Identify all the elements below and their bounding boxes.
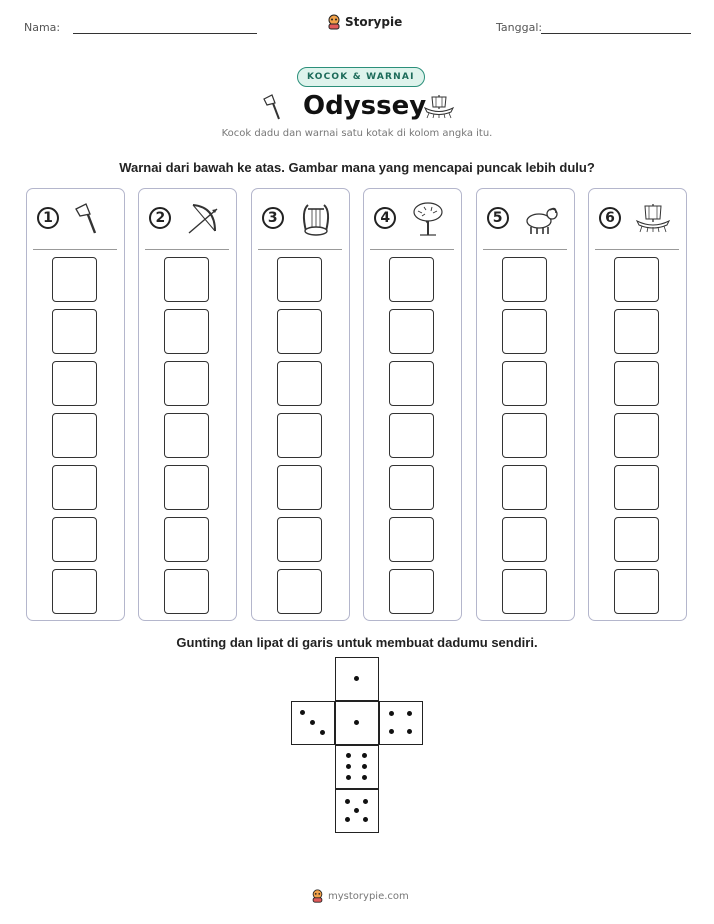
color-box[interactable]	[277, 309, 322, 354]
color-box[interactable]	[52, 465, 97, 510]
column-6	[588, 188, 687, 621]
color-box[interactable]	[389, 361, 434, 406]
color-box[interactable]	[164, 361, 209, 406]
die-pip	[363, 799, 368, 804]
column-divider	[595, 249, 679, 250]
column-number: 3	[262, 207, 284, 229]
color-box[interactable]	[52, 257, 97, 302]
color-box[interactable]	[502, 413, 547, 458]
color-box[interactable]	[277, 257, 322, 302]
die-face-5	[335, 789, 379, 833]
column-2	[138, 188, 237, 621]
name-label: Nama:	[24, 21, 61, 34]
storypie-mascot-icon	[311, 889, 324, 903]
column-4	[363, 188, 462, 621]
column-3	[251, 188, 350, 621]
column-1	[26, 188, 125, 621]
ram-icon	[523, 201, 559, 237]
color-box[interactable]	[52, 517, 97, 562]
color-box[interactable]	[502, 257, 547, 302]
color-box[interactable]	[502, 569, 547, 614]
coloring-instruction: Warnai dari bawah ke atas. Gambar mana yang mencapai puncak lebih dulu?	[119, 160, 595, 175]
color-box[interactable]	[389, 257, 434, 302]
color-box[interactable]	[52, 569, 97, 614]
column-number: 2	[149, 207, 171, 229]
ship-icon	[423, 93, 455, 119]
die-pip	[346, 764, 351, 769]
brand-logo	[327, 14, 402, 30]
color-box[interactable]	[502, 465, 547, 510]
color-box[interactable]	[389, 465, 434, 510]
color-box[interactable]	[614, 517, 659, 562]
color-box[interactable]	[614, 569, 659, 614]
color-box[interactable]	[614, 257, 659, 302]
color-box[interactable]	[164, 257, 209, 302]
axe-icon	[262, 93, 286, 121]
die-face-1	[335, 657, 379, 701]
die-instruction: Gunting dan lipat di garis untuk membuat dadumu sendiri.	[176, 635, 538, 650]
column-number: 6	[599, 207, 621, 229]
die-pip	[362, 775, 367, 780]
storypie-mascot-icon	[327, 14, 341, 30]
die-pip	[407, 711, 412, 716]
die-face-3	[291, 701, 335, 745]
color-box[interactable]	[614, 361, 659, 406]
die-pip	[389, 729, 394, 734]
color-box[interactable]	[52, 361, 97, 406]
activity-badge: KOCOK & WARNAI	[297, 67, 425, 87]
color-box[interactable]	[277, 465, 322, 510]
column-divider	[483, 249, 567, 250]
column-divider	[370, 249, 454, 250]
color-box[interactable]	[502, 517, 547, 562]
die-pip	[354, 808, 359, 813]
color-box[interactable]	[164, 517, 209, 562]
page-subtitle: Kocok dadu dan warnai satu kotak di kolom angka itu.	[221, 128, 493, 139]
olive-tree-icon	[410, 201, 446, 237]
color-box[interactable]	[614, 465, 659, 510]
die-pip	[354, 720, 359, 725]
die-pip	[345, 817, 350, 822]
color-box[interactable]	[164, 569, 209, 614]
color-box[interactable]	[277, 517, 322, 562]
die-face-4	[379, 701, 423, 745]
color-box[interactable]	[277, 569, 322, 614]
die-pip	[362, 753, 367, 758]
color-box[interactable]	[277, 361, 322, 406]
die-pip	[310, 720, 315, 725]
color-box[interactable]	[52, 309, 97, 354]
date-label: Tanggal:	[496, 21, 543, 34]
die-pip	[345, 799, 350, 804]
lyre-icon	[298, 201, 334, 237]
column-number: 4	[374, 207, 396, 229]
die-pip	[354, 676, 359, 681]
column-number: 1	[37, 207, 59, 229]
column-divider	[145, 249, 229, 250]
color-box[interactable]	[164, 465, 209, 510]
column-5	[476, 188, 575, 621]
die-pip	[320, 730, 325, 735]
color-box[interactable]	[389, 309, 434, 354]
color-box[interactable]	[389, 517, 434, 562]
column-divider	[33, 249, 117, 250]
color-box[interactable]	[164, 413, 209, 458]
footer-url[interactable]: mystorypie.com	[328, 890, 409, 902]
color-box[interactable]	[277, 413, 322, 458]
footer	[311, 889, 409, 903]
bow-icon	[185, 201, 221, 237]
name-field[interactable]	[73, 33, 257, 34]
color-box[interactable]	[164, 309, 209, 354]
color-box[interactable]	[614, 413, 659, 458]
ship-icon	[635, 201, 671, 237]
column-divider	[258, 249, 342, 250]
die-pip	[363, 817, 368, 822]
color-box[interactable]	[52, 413, 97, 458]
die-pip	[346, 775, 351, 780]
die-pip	[346, 753, 351, 758]
die-pip	[407, 729, 412, 734]
color-box[interactable]	[389, 413, 434, 458]
die-pip	[389, 711, 394, 716]
page-title: Odyssey	[303, 91, 427, 121]
column-number: 5	[487, 207, 509, 229]
die-face-6	[335, 745, 379, 789]
die-pip	[300, 710, 305, 715]
color-box[interactable]	[389, 569, 434, 614]
die-pip	[362, 764, 367, 769]
brand-name: Storypie	[345, 15, 403, 29]
date-field[interactable]	[541, 33, 691, 34]
color-box[interactable]	[502, 361, 547, 406]
color-box[interactable]	[614, 309, 659, 354]
color-box[interactable]	[502, 309, 547, 354]
axe-icon	[73, 201, 109, 237]
die-face-1	[335, 701, 379, 745]
